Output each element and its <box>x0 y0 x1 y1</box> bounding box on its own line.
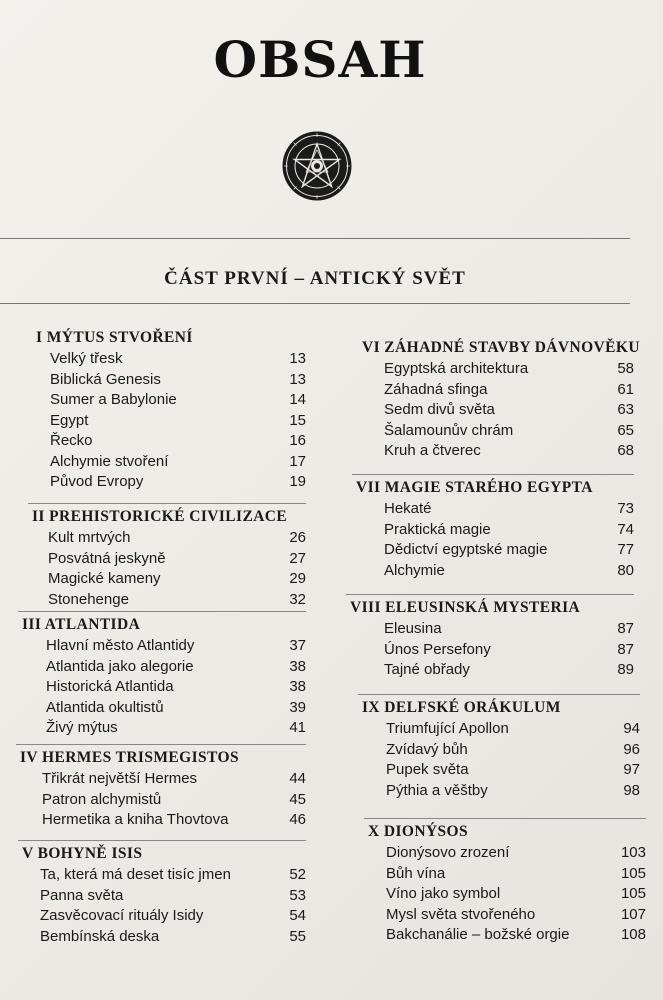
chapter-8 <box>350 594 634 681</box>
entry-page: 41 <box>289 719 306 736</box>
toc-entry[interactable] <box>350 660 634 681</box>
chapter-10 <box>368 818 646 946</box>
entry-page: 98 <box>623 781 640 799</box>
entry-label: Sedm divů světa <box>384 401 495 418</box>
entry-page: 38 <box>289 678 306 695</box>
entry-page: 94 <box>623 720 640 737</box>
entry-label: Hlavní město Atlantidy <box>46 637 195 654</box>
entry-page: 105 <box>620 885 646 902</box>
entry-page: 103 <box>620 844 646 861</box>
entry-label: Alchymie stvoření <box>50 452 169 470</box>
chapter-4 <box>20 744 306 831</box>
toc-entry[interactable] <box>362 781 640 802</box>
entry-label: Historická Atlantida <box>46 678 174 695</box>
toc-entry[interactable] <box>368 843 646 864</box>
chapter-rule <box>28 503 306 504</box>
chapter-1 <box>36 327 306 493</box>
entry-label: Bembínská deska <box>40 927 160 945</box>
entry-page: 77 <box>617 541 634 558</box>
entry-page: 13 <box>289 350 306 367</box>
entry-label: Ta, která má deset tisíc jmen <box>40 866 231 883</box>
chapter-title: X DIONÝSOS <box>368 823 469 840</box>
entry-label: Egyptská architektura <box>384 360 529 377</box>
chapter-6 <box>362 337 640 462</box>
toc-entry[interactable] <box>32 528 306 549</box>
toc-entry[interactable] <box>362 400 634 421</box>
entry-label: Hekaté <box>384 500 432 517</box>
entry-label: Kult mrtvých <box>48 529 131 546</box>
entry-label: Eleusina <box>384 620 442 637</box>
toc-entry[interactable] <box>22 677 306 698</box>
entry-label: Triumfující Apollon <box>386 720 509 737</box>
chapter-rule <box>346 594 634 595</box>
toc-entry[interactable] <box>36 411 306 432</box>
chapter-title: VIII ELEUSINSKÁ MYSTERIA <box>350 599 581 616</box>
toc-entry[interactable] <box>36 370 306 391</box>
chapter-rule <box>18 840 306 841</box>
chapter-title: IX DELFSKÉ ORÁKULUM <box>362 699 561 716</box>
chapter-7 <box>356 474 634 581</box>
entry-label: Atlantida jako alegorie <box>46 657 194 675</box>
entry-page: 45 <box>289 790 306 808</box>
toc-entry[interactable] <box>32 549 306 570</box>
entry-page: 63 <box>617 401 634 418</box>
entry-label: Magické kameny <box>48 570 161 587</box>
entry-page: 61 <box>617 380 634 398</box>
entry-page: 74 <box>617 520 634 538</box>
chapter-rule <box>16 744 306 745</box>
entry-page: 54 <box>289 907 306 924</box>
entry-label: Dionýsovo zrození <box>386 844 510 861</box>
chapter-rule <box>358 694 640 695</box>
chapter-title: II PREHISTORICKÉ CIVILIZACE <box>32 508 288 525</box>
top-rule <box>0 238 630 239</box>
entry-page: 37 <box>289 637 306 654</box>
entry-label: Třikrát největší Hermes <box>42 770 198 787</box>
chapter-title: I MÝTUS STVOŘENÍ <box>36 329 193 346</box>
entry-label: Bůh vína <box>386 864 446 882</box>
toc-entry[interactable] <box>362 719 640 740</box>
entry-label: Velký třesk <box>50 350 123 367</box>
chapter-rule <box>364 818 646 819</box>
entry-page: 17 <box>289 452 306 470</box>
toc-entry[interactable] <box>356 561 634 582</box>
entry-label: Biblická Genesis <box>50 370 161 388</box>
toc-entry[interactable] <box>362 441 634 462</box>
emblem-seal-icon <box>281 130 353 202</box>
entry-label: Únos Persefony <box>384 640 491 658</box>
toc-entry[interactable] <box>362 760 640 781</box>
entry-label: Záhadná sfinga <box>384 380 488 398</box>
entry-label: Pupek světa <box>386 761 469 778</box>
toc-entry[interactable] <box>22 906 306 927</box>
entry-label: Mysl světa stvořeného <box>386 905 536 923</box>
chapter-2 <box>32 503 306 610</box>
toc-entry[interactable] <box>362 740 640 761</box>
entry-page: 46 <box>289 811 306 828</box>
toc-entry[interactable] <box>362 359 634 380</box>
entry-label: Praktická magie <box>384 520 491 538</box>
entry-label: Patron alchymistů <box>42 790 162 808</box>
toc-entry[interactable] <box>32 590 306 611</box>
toc-entry[interactable] <box>36 431 306 452</box>
toc-entry[interactable] <box>32 569 306 590</box>
page-title: OBSAH <box>213 30 427 89</box>
chapter-title: VI ZÁHADNÉ STAVBY DÁVNOVĚKU <box>362 339 640 356</box>
entry-label: Stonehenge <box>48 590 129 608</box>
entry-page: 53 <box>289 886 306 904</box>
chapter-9 <box>362 694 640 801</box>
entry-page: 13 <box>289 370 306 388</box>
toc-entry[interactable] <box>368 884 646 905</box>
part-heading: ČÁST PRVNÍ – ANTICKÝ SVĚT <box>164 268 466 289</box>
entry-page: 80 <box>617 561 634 579</box>
entry-page: 87 <box>617 620 634 637</box>
entry-label: Panna světa <box>40 886 124 904</box>
entry-page: 87 <box>617 640 634 658</box>
chapter-title: VII MAGIE STARÉHO EGYPTA <box>356 479 593 496</box>
entry-page: 68 <box>617 442 634 459</box>
entry-label: Živý mýtus <box>46 719 118 736</box>
toc-entry[interactable] <box>20 790 306 811</box>
toc-entry[interactable] <box>356 520 634 541</box>
toc-entry[interactable] <box>36 349 306 370</box>
toc-entry[interactable] <box>356 540 634 561</box>
entry-page: 97 <box>623 761 640 778</box>
entry-page: 15 <box>289 411 306 429</box>
entry-page: 65 <box>617 421 634 439</box>
entry-label: Původ Evropy <box>50 473 144 490</box>
entry-page: 27 <box>289 549 306 567</box>
entry-page: 107 <box>620 905 646 923</box>
entry-page: 39 <box>289 698 306 716</box>
entry-page: 29 <box>289 570 306 587</box>
toc-entry[interactable] <box>350 640 634 661</box>
entry-page: 73 <box>617 500 634 517</box>
chapter-3 <box>22 611 306 739</box>
chapter-rule <box>18 611 306 612</box>
entry-page: 96 <box>623 740 640 758</box>
entry-page: 38 <box>289 657 306 675</box>
entry-label: Tajné obřady <box>384 661 470 678</box>
toc-entry[interactable] <box>20 810 306 831</box>
toc-entry[interactable] <box>22 718 306 739</box>
entry-label: Pýthia a věštby <box>386 781 488 799</box>
toc-entry[interactable] <box>20 769 306 790</box>
entry-label: Zasvěcovací rituály Isidy <box>40 907 204 924</box>
entry-label: Egypt <box>50 411 89 429</box>
entry-page: 89 <box>617 661 634 678</box>
toc-entry[interactable] <box>356 499 634 520</box>
entry-page: 16 <box>289 432 306 449</box>
toc-entry[interactable] <box>22 657 306 678</box>
entry-label: Šalamounův chrám <box>384 421 514 439</box>
toc-entry[interactable] <box>36 390 306 411</box>
toc-entry[interactable] <box>22 886 306 907</box>
entry-page: 108 <box>620 926 646 943</box>
entry-page: 105 <box>620 864 646 882</box>
entry-label: Atlantida okultistů <box>46 698 164 716</box>
entry-label: Bakchanálie – božské orgie <box>386 926 570 943</box>
entry-page: 32 <box>289 590 306 608</box>
toc-entry[interactable] <box>350 619 634 640</box>
entry-label: Alchymie <box>384 561 445 579</box>
toc-entry[interactable] <box>36 452 306 473</box>
entry-page: 58 <box>617 360 634 377</box>
toc-entry[interactable] <box>362 421 634 442</box>
entry-page: 14 <box>289 391 306 408</box>
entry-label: Posvátná jeskyně <box>48 549 166 567</box>
entry-label: Víno jako symbol <box>386 885 501 902</box>
entry-page: 19 <box>289 473 306 490</box>
toc-entry[interactable] <box>368 864 646 885</box>
entry-page: 44 <box>289 770 306 787</box>
entry-label: Zvídavý bůh <box>386 740 468 758</box>
entry-label: Kruh a čtverec <box>384 442 481 459</box>
entry-label: Dědictví egyptské magie <box>384 541 548 558</box>
toc-entry[interactable] <box>22 927 306 948</box>
toc-entry[interactable] <box>22 636 306 657</box>
chapter-5 <box>22 840 306 947</box>
part-rule <box>0 303 630 304</box>
chapter-title: III ATLANTIDA <box>22 616 141 633</box>
chapter-title: V BOHYNĚ ISIS <box>22 845 143 862</box>
toc-entry[interactable] <box>22 698 306 719</box>
entry-page: 52 <box>289 866 306 883</box>
entry-label: Hermetika a kniha Thovtova <box>42 811 229 828</box>
chapter-title: IV HERMES TRISMEGISTOS <box>20 749 239 766</box>
toc-entry[interactable] <box>22 865 306 886</box>
entry-label: Řecko <box>50 432 93 449</box>
chapter-rule <box>352 474 634 475</box>
entry-page: 55 <box>289 927 306 945</box>
toc-entry[interactable] <box>368 905 646 926</box>
entry-page: 26 <box>289 529 306 546</box>
toc-entry[interactable] <box>362 380 634 401</box>
entry-label: Sumer a Babylonie <box>50 391 177 408</box>
toc-entry[interactable] <box>368 925 646 946</box>
toc-entry[interactable] <box>36 472 306 493</box>
